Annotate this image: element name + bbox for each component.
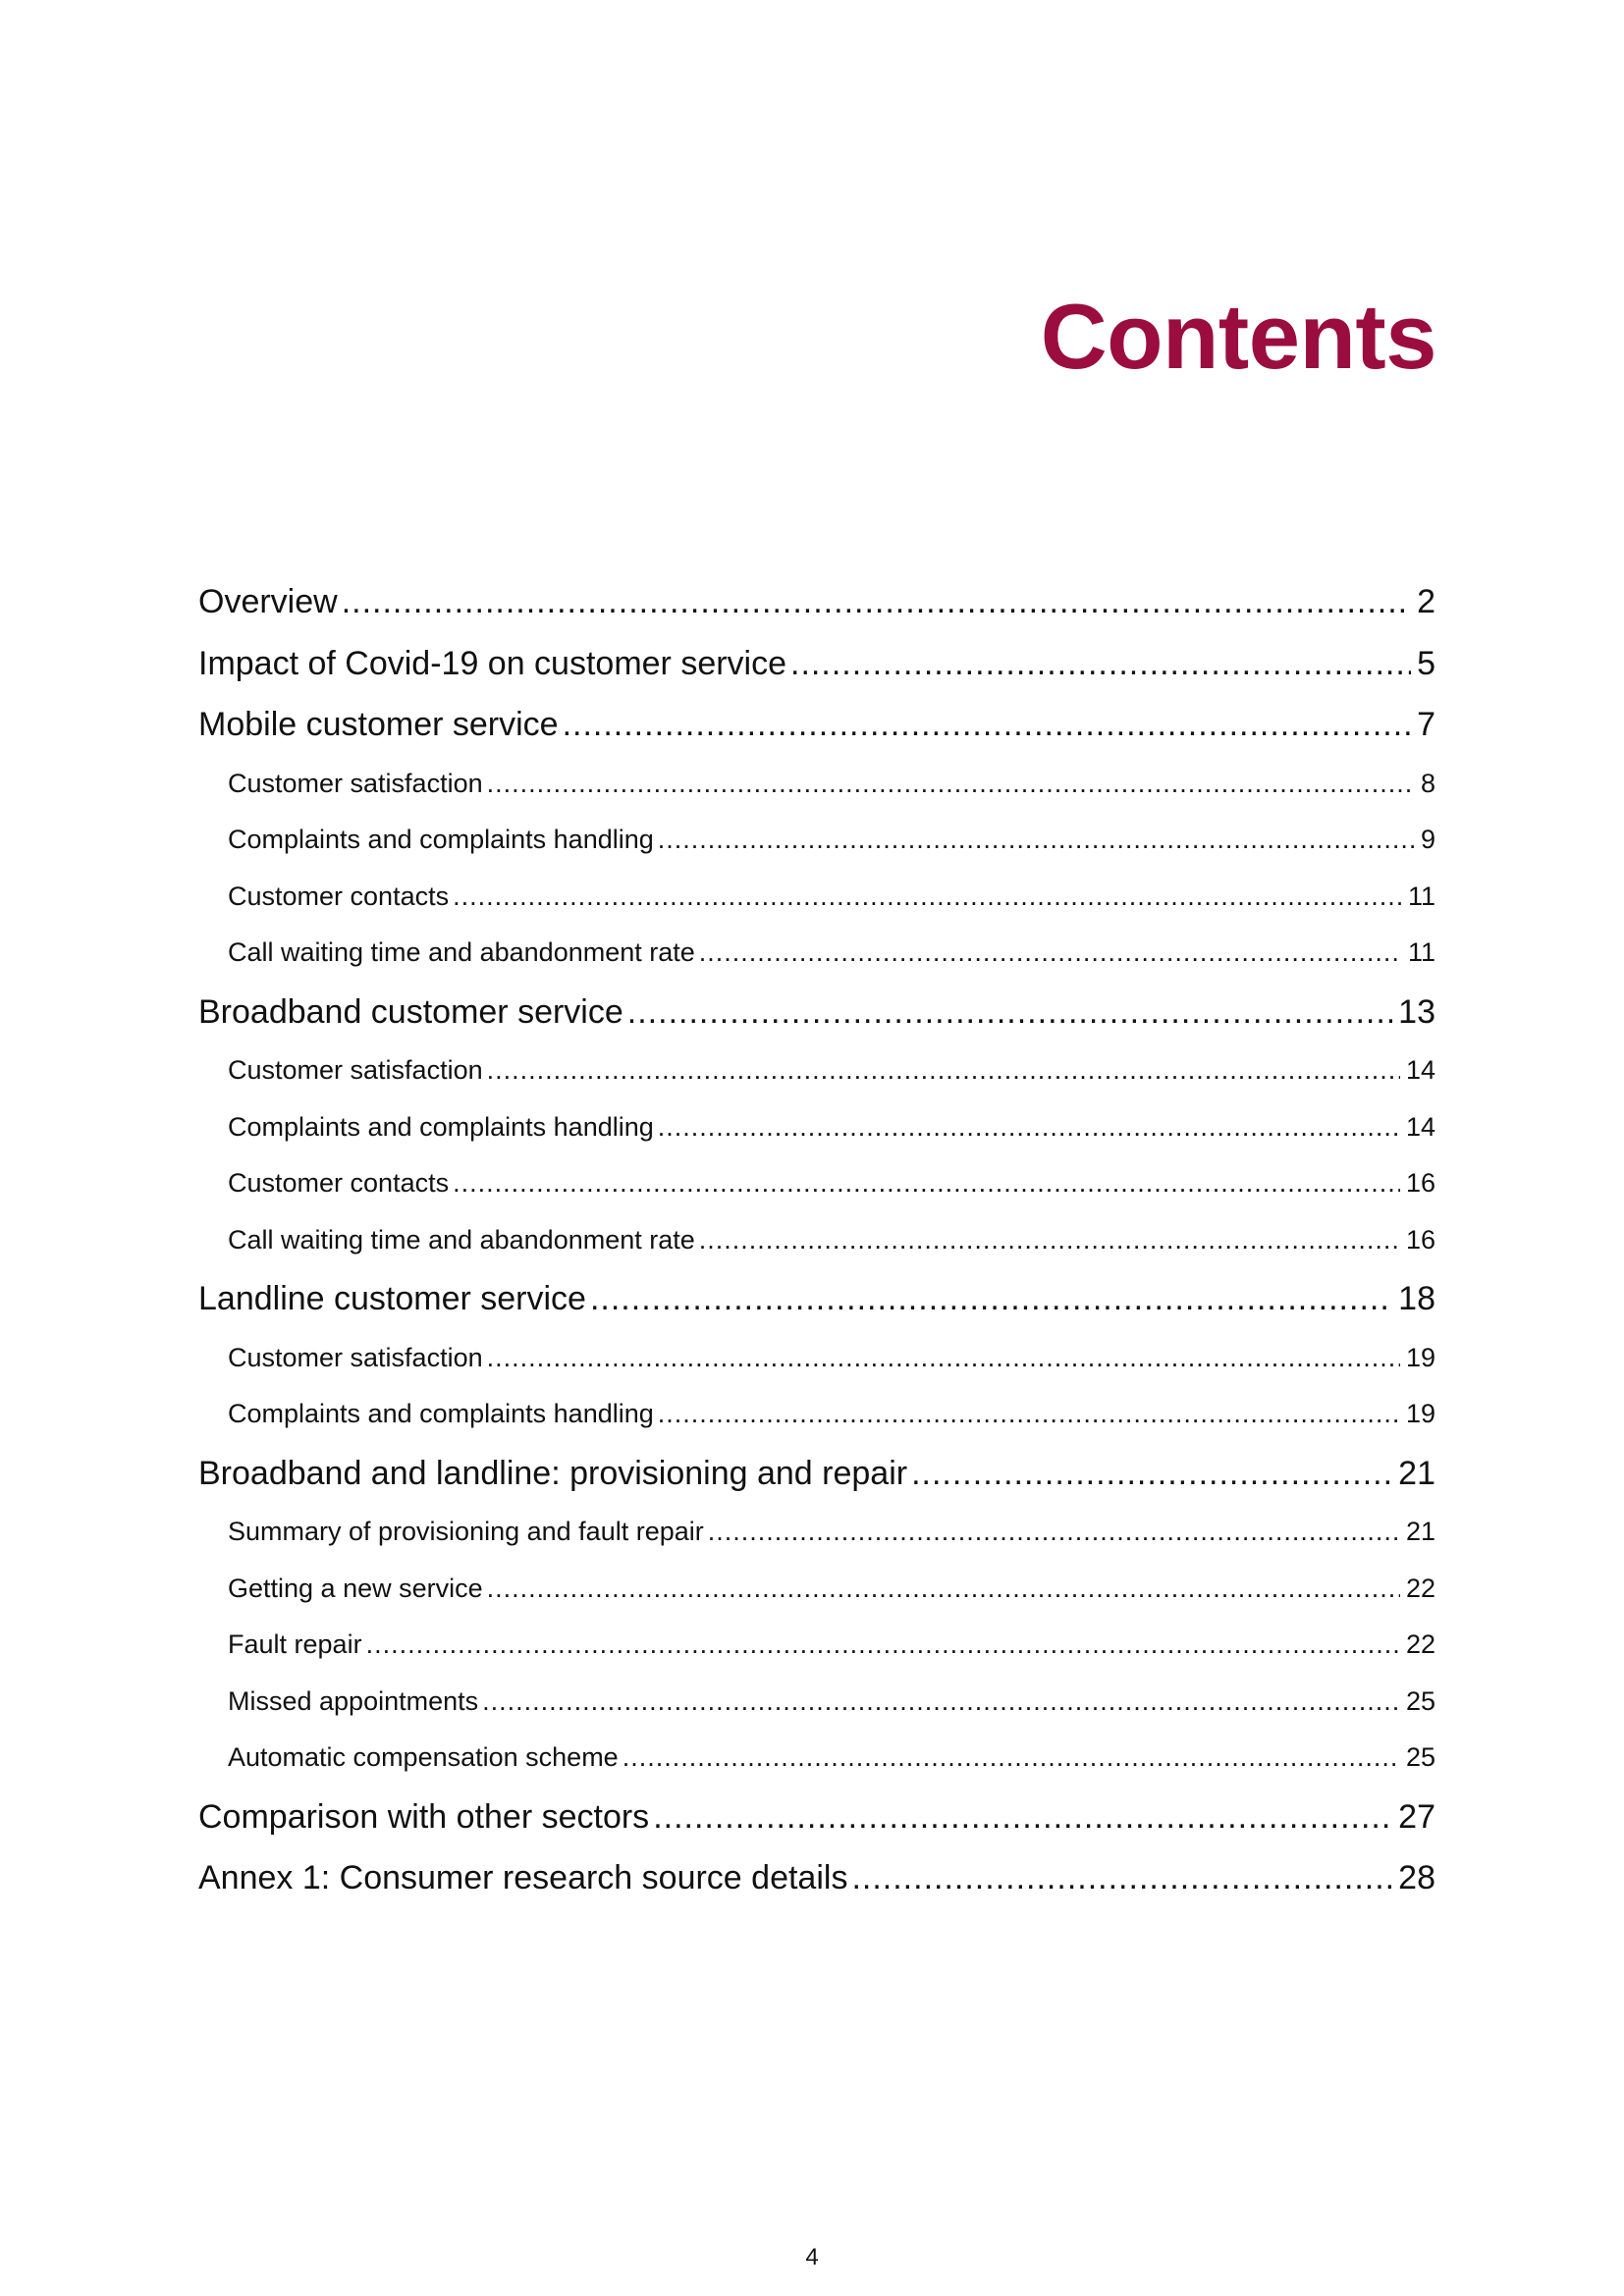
toc-entry-page-number: 16 [1405, 1168, 1435, 1198]
page-number: 4 [805, 2244, 819, 2270]
toc-entry-page-number: 2 [1417, 583, 1435, 620]
toc-entry-title: Complaints and complaints handling [228, 1111, 654, 1142]
toc-subsection-entry[interactable] [198, 1155, 1435, 1212]
toc-subsection-entry[interactable] [198, 1674, 1435, 1731]
toc-dot-leader [699, 1212, 1400, 1268]
toc-entry-title: Customer satisfaction [228, 768, 483, 798]
toc-entry-title: Getting a new service [228, 1573, 483, 1603]
toc-entry-title: Annex 1: Consumer research source details [198, 1859, 848, 1896]
toc-subsection-entry[interactable] [198, 925, 1435, 982]
toc-section-entry[interactable] [198, 694, 1435, 756]
toc-entry-page-number: 25 [1405, 1742, 1435, 1772]
toc-entry-page-number: 11 [1407, 937, 1435, 967]
toc-entry-title: Customer satisfaction [228, 1342, 483, 1372]
toc-entry-title: Comparison with other sectors [198, 1797, 650, 1836]
toc-dot-leader [453, 869, 1402, 925]
toc-entry-title: Customer satisfaction [228, 1055, 483, 1085]
toc-entry-title: Broadband customer service [198, 992, 623, 1031]
toc-section-entry[interactable] [198, 1443, 1435, 1505]
toc-entry-page-number: 5 [1417, 644, 1435, 682]
toc-subsection-entry[interactable] [198, 1042, 1435, 1099]
toc-section-entry[interactable] [198, 1787, 1435, 1848]
toc-subsection-entry[interactable] [198, 1212, 1435, 1269]
toc-dot-leader [658, 1386, 1400, 1442]
toc-entry-page-number: 14 [1405, 1055, 1435, 1085]
toc-dot-leader [342, 571, 1411, 632]
toc-dot-leader [653, 1787, 1392, 1847]
toc-entry-title: Summary of provisioning and fault repair [228, 1517, 704, 1546]
toc-dot-leader [453, 1155, 1400, 1211]
toc-entry-title: Fault repair [228, 1629, 362, 1659]
toc-entry-page-number: 19 [1405, 1399, 1435, 1428]
toc-dot-leader [851, 1847, 1392, 1908]
toc-entry-title: Automatic compensation scheme [228, 1742, 619, 1772]
toc-entry-page-number: 16 [1405, 1224, 1435, 1255]
toc-entry-title: Impact of Covid-19 on customer service [198, 644, 787, 682]
toc-section-entry[interactable] [198, 633, 1435, 695]
toc-entry-page-number: 14 [1405, 1111, 1435, 1142]
toc-subsection-entry[interactable] [198, 812, 1435, 869]
toc-entry-page-number: 18 [1398, 1280, 1435, 1317]
toc-entry-title: Complaints and complaints handling [228, 825, 654, 854]
toc-entry-title: Overview [198, 583, 338, 620]
toc-entry-page-number: 9 [1420, 825, 1435, 854]
toc-entry-title: Complaints and complaints handling [228, 1399, 654, 1428]
toc-entry-title: Mobile customer service [198, 706, 559, 743]
toc-entry-title: Broadband and landline: provisioning and repair [198, 1454, 908, 1492]
toc-dot-leader [627, 982, 1392, 1042]
toc-entry-title: Call waiting time and abandonment rate [228, 1224, 695, 1255]
toc-entry-title: Missed appointments [228, 1685, 479, 1716]
toc-dot-leader [563, 694, 1412, 755]
toc-dot-leader [487, 1561, 1400, 1617]
toc-dot-leader [366, 1617, 1400, 1673]
toc-dot-leader [658, 1099, 1400, 1155]
toc-entry-page-number: 28 [1398, 1859, 1435, 1896]
toc-subsection-entry[interactable] [198, 1330, 1435, 1387]
toc-entry-page-number: 21 [1398, 1454, 1435, 1492]
toc-entry-page-number: 13 [1398, 992, 1435, 1031]
toc-dot-leader [658, 812, 1415, 868]
toc-subsection-entry[interactable] [198, 869, 1435, 926]
toc-subsection-entry[interactable] [198, 756, 1435, 813]
toc-section-entry[interactable] [198, 1847, 1435, 1909]
toc-subsection-entry[interactable] [198, 1617, 1435, 1674]
toc-entry-title: Customer contacts [228, 1168, 450, 1198]
page-title: Contents [1040, 285, 1436, 388]
toc-subsection-entry[interactable] [198, 1099, 1435, 1156]
toc-entry-page-number: 22 [1405, 1629, 1435, 1659]
toc-dot-leader [487, 1330, 1400, 1386]
toc-section-entry[interactable] [198, 571, 1435, 633]
toc-entry-title: Call waiting time and abandonment rate [228, 937, 695, 967]
toc-section-entry[interactable] [198, 1268, 1435, 1330]
toc-entry-page-number: 21 [1405, 1517, 1435, 1546]
toc-dot-leader [590, 1268, 1392, 1329]
toc-dot-leader [708, 1504, 1400, 1560]
toc-dot-leader [623, 1730, 1400, 1786]
toc-entry-page-number: 25 [1405, 1685, 1435, 1716]
toc-entry-page-number: 8 [1420, 768, 1435, 798]
toc-section-entry[interactable] [198, 982, 1435, 1043]
toc-entry-title: Landline customer service [198, 1280, 586, 1317]
toc-dot-leader [699, 925, 1402, 981]
toc-entry-page-number: 11 [1407, 881, 1435, 911]
toc-dot-leader [911, 1443, 1392, 1504]
toc-subsection-entry[interactable] [198, 1504, 1435, 1561]
toc-entry-page-number: 27 [1398, 1797, 1435, 1836]
toc-subsection-entry[interactable] [198, 1561, 1435, 1618]
toc-entry-page-number: 7 [1417, 706, 1435, 743]
toc-dot-leader [482, 1674, 1400, 1730]
table-of-contents [198, 571, 1435, 1909]
toc-subsection-entry[interactable] [198, 1730, 1435, 1787]
toc-dot-leader [790, 633, 1411, 694]
toc-entry-page-number: 22 [1405, 1573, 1435, 1603]
toc-entry-page-number: 19 [1405, 1342, 1435, 1372]
toc-dot-leader [487, 1042, 1400, 1098]
toc-subsection-entry[interactable] [198, 1386, 1435, 1443]
toc-dot-leader [487, 756, 1415, 812]
toc-entry-title: Customer contacts [228, 881, 450, 911]
